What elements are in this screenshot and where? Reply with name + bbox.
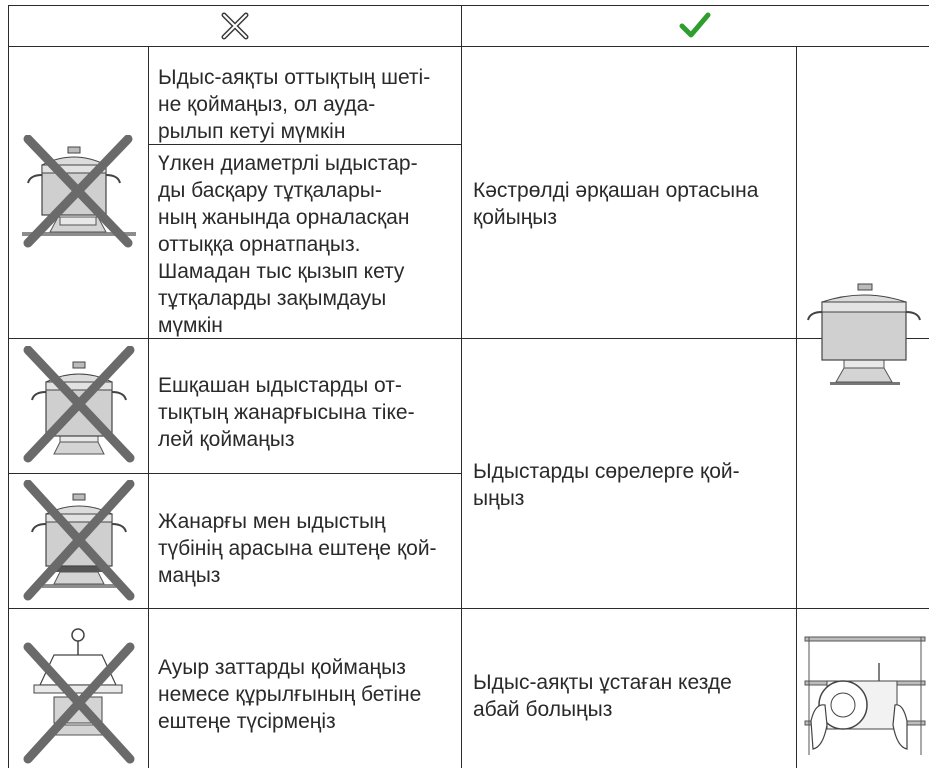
dont-text-direct-on-burner: Ешқашан ыдыстарды от- тықтың жанарғысына тіке- лей қоймаңыз [158, 374, 415, 451]
do-text-center-pot: Кәстрөлді әрқашан ортасына қойыңыз [473, 179, 759, 229]
table-col-divider-2 [461, 5, 462, 768]
table-divider-row3 [8, 473, 462, 474]
heavy-object-crossed-illustration [20, 625, 140, 765]
pot-off-center-crossed-illustration [20, 135, 140, 250]
cross-icon [220, 11, 250, 41]
table-border-header [8, 46, 929, 47]
table-border-left [8, 5, 9, 768]
pot-centered-illustration [806, 280, 922, 390]
dont-text-heavy-objects: Ауыр заттарды қоймаңыз немесе құрылғының бетіне ештеңе түсірмеңіз [158, 656, 422, 733]
table-col-divider-3 [796, 46, 797, 768]
checkmark-icon [679, 11, 711, 39]
do-text-pans-on-grates: Ыдыстарды сөрелерге қой- ыңыз [473, 460, 740, 510]
table-divider-row4 [8, 608, 929, 609]
dont-text-large-diameter: Үлкен диаметрлі ыдыстар- ды басқару тұтқалары- ның жанында орналасқан оттыққа орнатпаңыз. Шамадан тыс қызып кету тұтқаларды зақымдауы мүмкін [158, 152, 418, 337]
pot-on-burner-crossed-illustration [20, 346, 140, 466]
table-col-divider-1 [148, 46, 149, 768]
dont-text-edge: Ыдыс-аяқты оттықтың шеті- не қоймаңыз, ол ауда- рылып кетуі мүмкін [158, 66, 431, 143]
table-border-top [8, 5, 929, 6]
dont-text-nothing-between: Жанарғы мен ыдыстың түбінің арасына ештеңе қой- маңыз [158, 510, 437, 587]
do-text-careful-handling: Ыдыс-аяқты ұстаған кезде абай болыңыз [473, 671, 732, 721]
table-divider-row2 [8, 338, 929, 339]
handling-dishes-illustration [803, 625, 927, 765]
object-under-pot-crossed-illustration [20, 480, 140, 602]
